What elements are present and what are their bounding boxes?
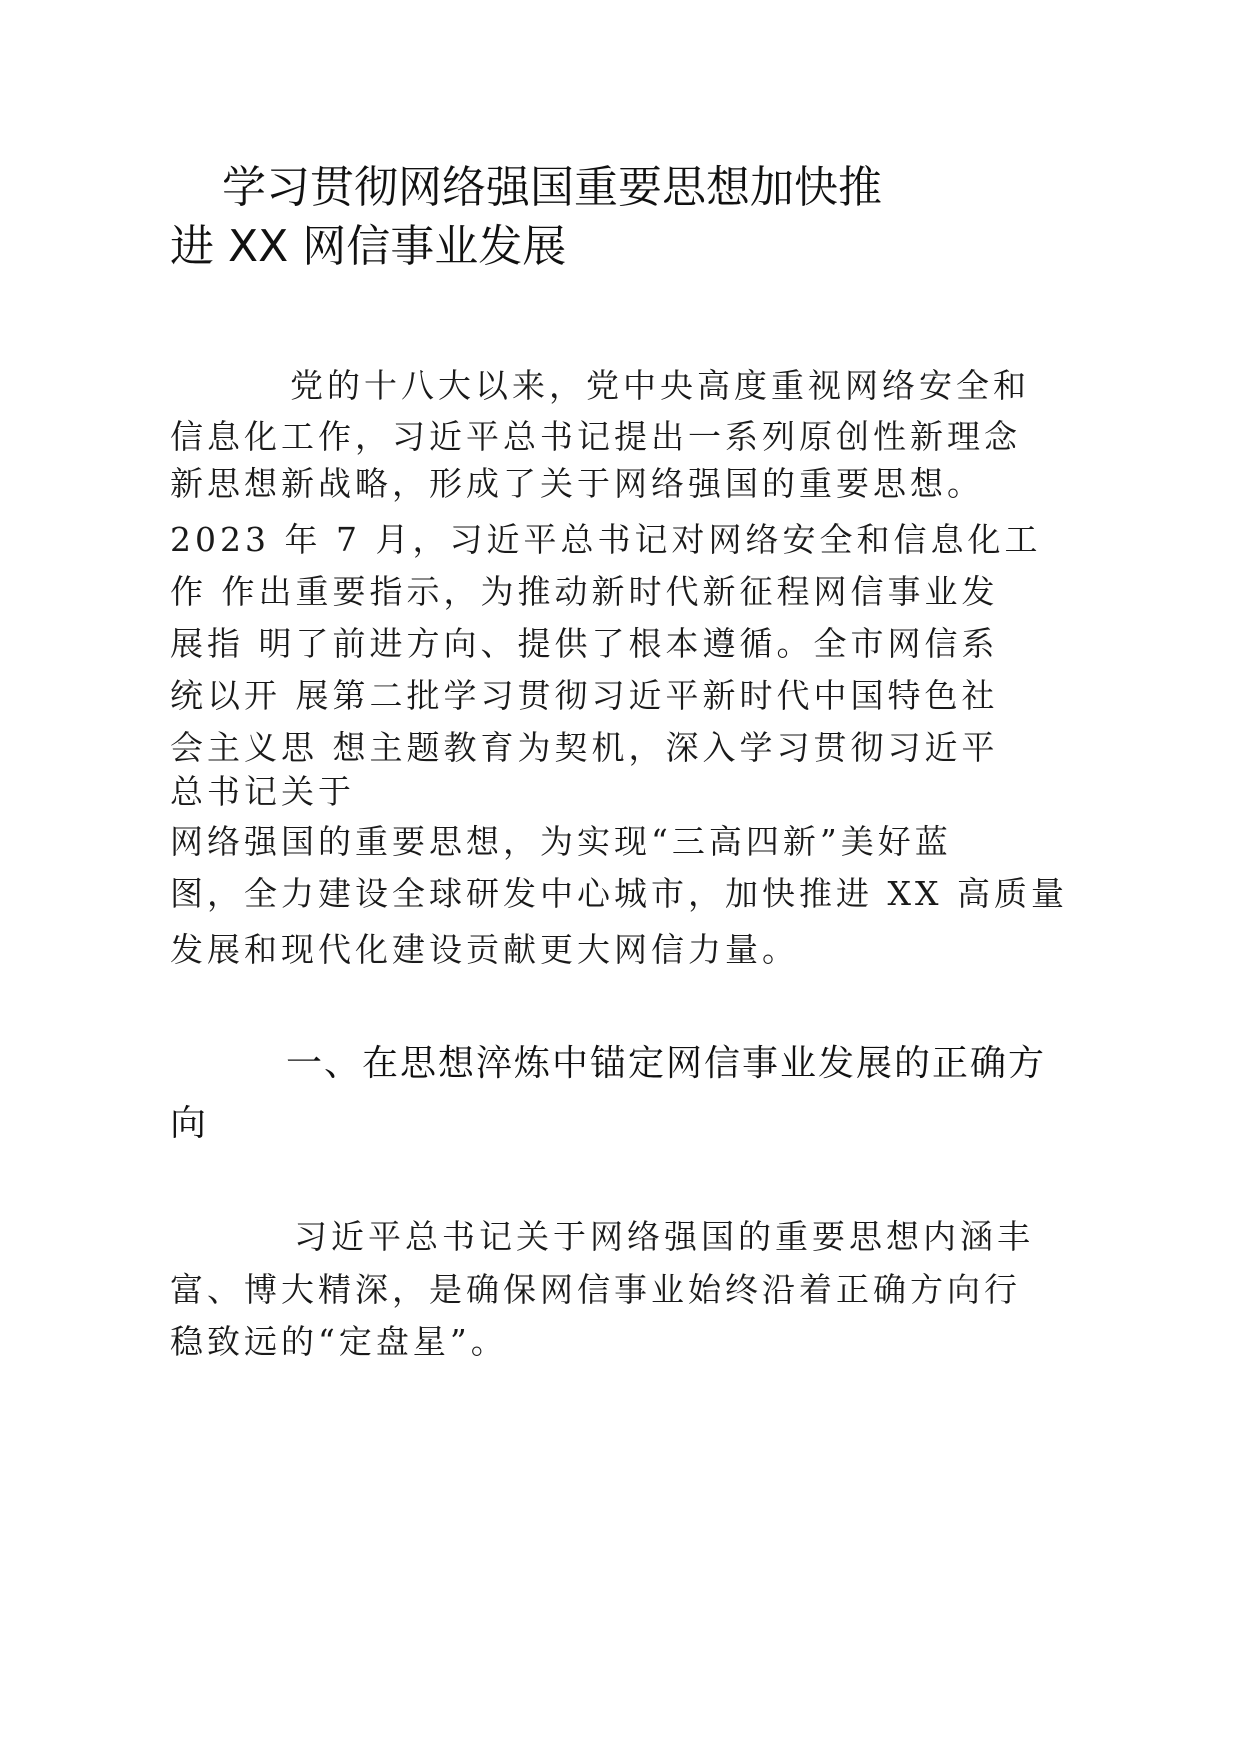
section-heading-line: 一、在思想淬炼中锚定网信事业发展的正确方 xyxy=(286,1043,1047,1084)
document-title-line: 进 XX 网信事业发展 xyxy=(170,221,567,272)
document-title-line: 学习贯彻网络强国重要思想加快推 xyxy=(222,162,882,213)
intro-paragraph-line: 党的十八大以来，党中央高度重视网络安全和 xyxy=(290,366,1030,405)
section-paragraph-line: 富、博大精深，是确保网信事业始终沿着正确方向行 xyxy=(170,1270,1021,1309)
intro-paragraph-line: 信息化工作，习近平总书记提出一系列原创性新理念 xyxy=(170,417,1021,456)
intro-paragraph-line: 作 作出重要指示，为推动新时代新征程网信事业发 xyxy=(170,572,999,611)
intro-paragraph-line: 总书记关于 xyxy=(170,772,355,811)
intro-paragraph-line: 会主义思 想主题教育为契机，深入学习贯彻习近平 xyxy=(170,728,999,767)
intro-paragraph-line: 统以开 展第二批学习贯彻习近平新时代中国特色社 xyxy=(170,676,999,715)
intro-paragraph-line: 新思想新战略，形成了关于网络强国的重要思想。 xyxy=(170,464,984,503)
intro-paragraph-line: 展指 明了前进方向、提供了根本遵循。全市网信系 xyxy=(170,624,999,663)
intro-paragraph-line: 图，全力建设全球研发中心城市，加快推进 XX 高质量 xyxy=(170,874,1068,913)
intro-paragraph-line: 网络强国的重要思想，为实现“三高四新”美好蓝 xyxy=(170,822,952,861)
intro-paragraph-line: 发展和现代化建设贡献更大网信力量。 xyxy=(170,930,799,969)
section-paragraph-line: 稳致远的“定盘星”。 xyxy=(170,1322,508,1361)
section-heading-line: 向 xyxy=(170,1103,209,1144)
intro-paragraph-line: 2023 年 7 月，习近平总书记对网络安全和信息化工 xyxy=(170,520,1042,559)
section-paragraph-line: 习近平总书记关于网络强国的重要思想内涵丰 xyxy=(294,1217,1034,1256)
